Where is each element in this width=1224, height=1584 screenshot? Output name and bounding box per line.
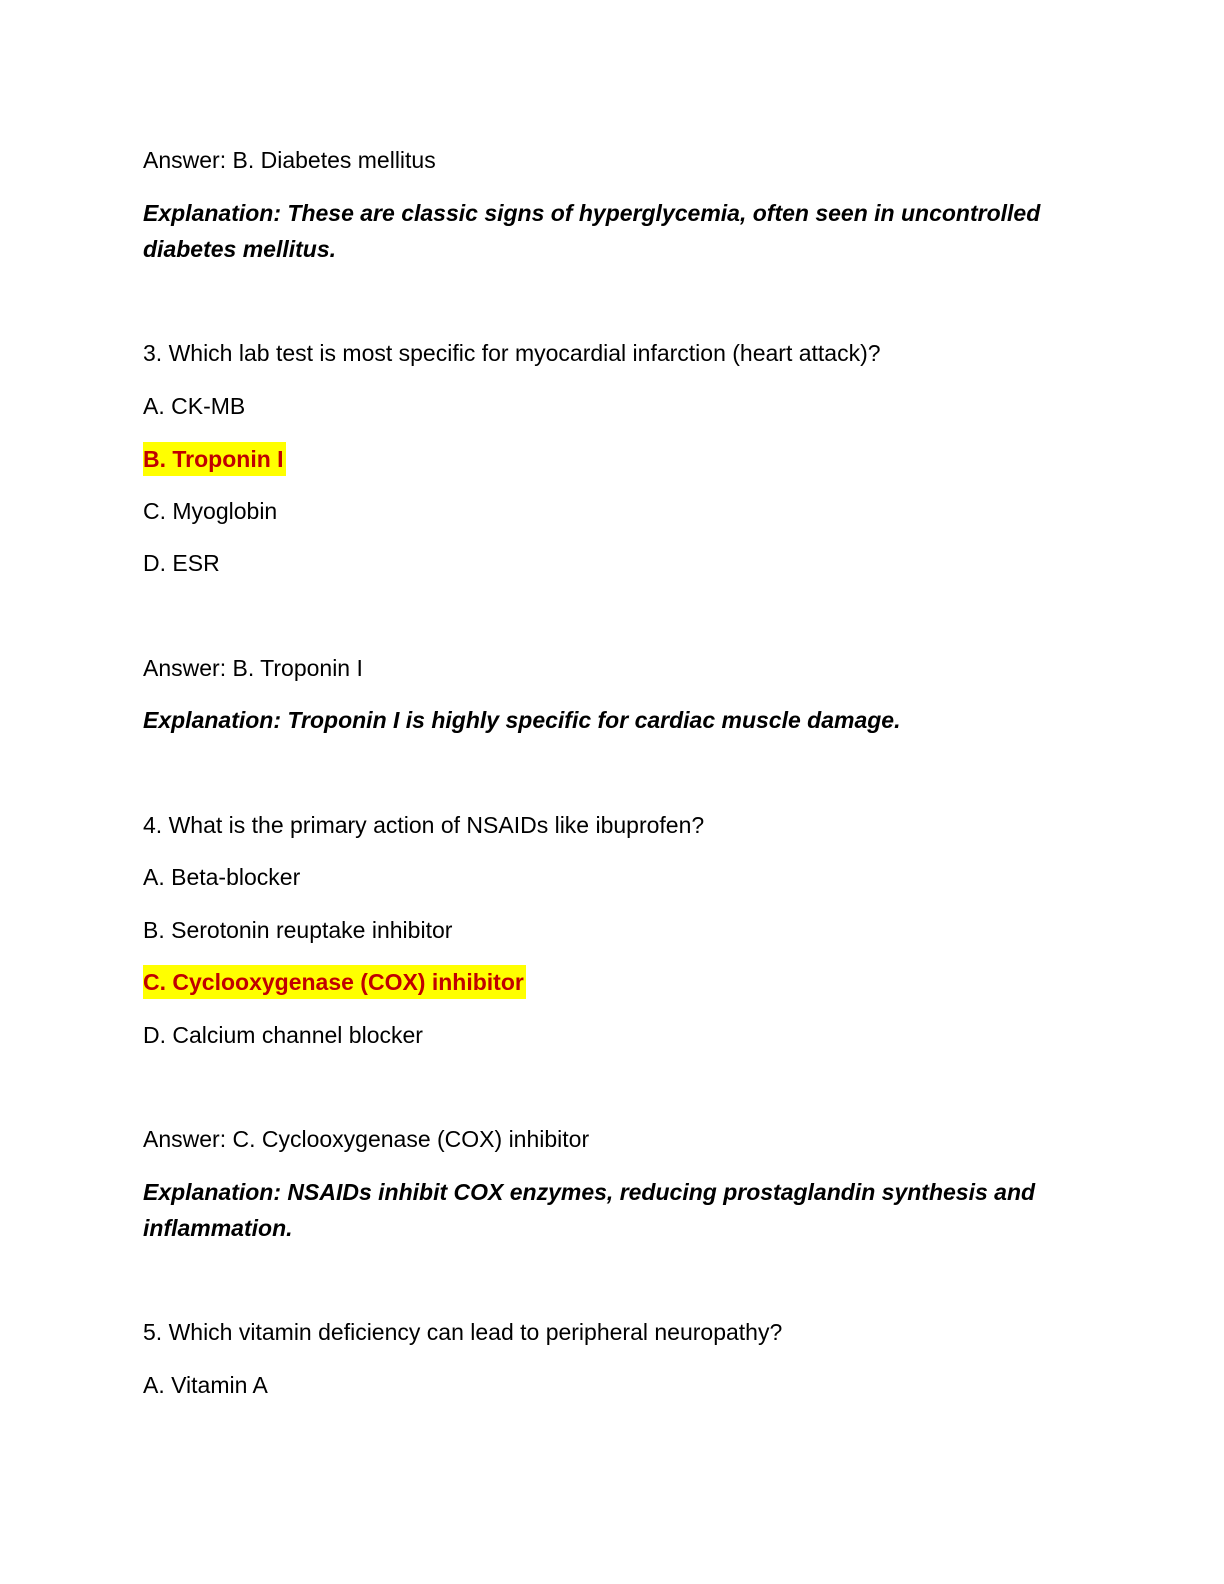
q4-answer: Answer: C. Cyclooxygenase (COX) inhibitor [143, 1126, 590, 1152]
correct-option-highlight: C. Cyclooxygenase (COX) inhibitor [143, 965, 526, 999]
q4-option-b: B. Serotonin reuptake inhibitor [143, 917, 453, 943]
q2-answer: Answer: B. Diabetes mellitus [143, 147, 436, 173]
q4-question: 4. What is the primary action of NSAIDs like ibuprofen? [143, 812, 705, 838]
q3-option-d: D. ESR [143, 550, 220, 576]
q3-option-b-correct [143, 441, 286, 477]
q3-answer: Answer: B. Troponin I [143, 655, 363, 681]
correct-option-highlight: B. Troponin I [143, 442, 286, 476]
q5-option-a: A. Vitamin A [143, 1372, 268, 1398]
q3-question: 3. Which lab test is most specific for myocardial infarction (heart attack)? [143, 340, 881, 366]
q3-option-c: C. Myoglobin [143, 498, 278, 524]
q4-option-d: D. Calcium channel blocker [143, 1022, 423, 1048]
q3-option-a: A. CK-MB [143, 393, 246, 419]
q4-explanation: Explanation: NSAIDs inhibit COX enzymes, reducing prostaglandin synthesis and inflammation. [143, 1179, 1036, 1241]
q4-option-a: A. Beta-blocker [143, 864, 301, 890]
q3-explanation: Explanation: Troponin I is highly specific for cardiac muscle damage. [143, 707, 901, 733]
q4-option-c-correct [143, 964, 526, 1000]
q2-explanation: Explanation: These are classic signs of hyperglycemia, often seen in uncontrolled diabetes mellitus. [143, 200, 1041, 262]
q5-question: 5. Which vitamin deficiency can lead to peripheral neuropathy? [143, 1319, 783, 1345]
